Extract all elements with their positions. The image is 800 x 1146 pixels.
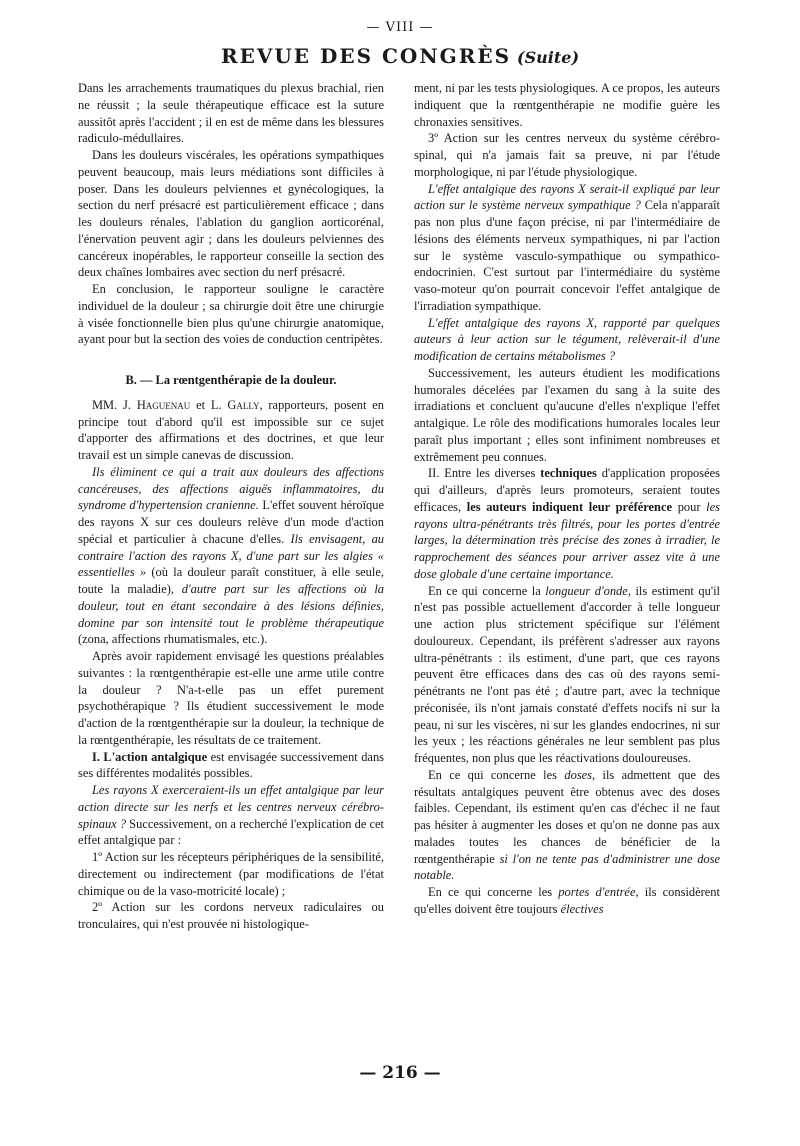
italic-run: longueur d'onde <box>545 583 628 598</box>
text-run: d'application proposées qui d'ailleurs, d'après leurs promoteurs, seraient toutes efficaces, <box>414 466 720 514</box>
author-name: Haguenau <box>136 397 191 412</box>
italic-run: électives <box>560 901 604 916</box>
paragraph <box>414 181 720 315</box>
text-run: En ce qui concerne les <box>428 885 559 899</box>
text-run: En ce qui concerne les <box>428 767 565 782</box>
paragraph: Dans les arrachements traumatiques du plexus brachial, rien ne réussit ; la seule thérapeutique efficace est la suture aussitôt après l'accident ; il en est de même dans les blessures radiculo-médullaires. <box>78 81 384 146</box>
italic-run: portes d'entrée <box>558 885 636 899</box>
text-run: , rapporteurs, posent en principe tout d'abord qu'il est impossible sur ce sujet d'apporter des affirmations et des doctrines, et que leur travail est un simple canevas de discussion. <box>78 397 384 462</box>
title-suite: (Suite) <box>517 48 580 67</box>
text-run: (zona, affections rhumatismales, etc.). <box>78 632 268 647</box>
text-run: , ils estiment qu'il n'est pas possible actuellement d'accorder à telle longueur une action plus strictement spécifique sur l'élément douloureux. Cependant, ils préfèrent s'adresser aux rayons ultra-pénétrants : ils estiment, d'une part, que ces rayons peuvent être efficaces dans des cas où des rayons semi-pénétrants ne l'ont pas été ; d'autre part, avec la technique préconisée, ils n'ont jamais constaté d'effets nocifs ni sur la peau, ni sur les viscères, ni sur les glandes endocrines, ni sur les yeux ; les réactions générales ne leur semblent pas plus fréquentes, non plus que les réactivations douloureuses. <box>414 583 721 765</box>
italic-run: L'effet antalgique des rayons X serait-il expliqué par leur action sur le système nerveux sympathique ? <box>414 181 720 213</box>
text-run: En ce qui concerne la <box>428 583 546 598</box>
text-run: , ils admettent que des résultats antalgiques peuvent être obtenus avec des doses faibles. Cependant, ils estiment qu'en cas d'échec il ne faut pas hésiter à augmenter les doses et qu'on ne donne pas aux malades toutes les chances de bénéficier de la rœntgenthérapie <box>414 767 720 866</box>
italic-run: L'effet antalgique des rayons X, rapporté par quelques auteurs à leur action sur le tégument, relèverait-il d'une modification de certains métabolismes ? <box>414 315 720 363</box>
bold-run: techniques <box>540 466 597 481</box>
author-name: Gally <box>227 397 260 412</box>
italic-run: d'autre part sur les affections où la douleur, tout en étant secondaire à des lésions définies, domine par son intensité tout le problème thérapeutique <box>78 582 384 630</box>
bold-run: I. L'action antalgique <box>92 749 208 764</box>
bold-run: les auteurs indiquent leur préférence <box>466 499 673 514</box>
paragraph: En conclusion, le rapporteur souligne le caractère individuel de la douleur ; sa chirurgie doit être une chirurgie à visée fonctionnelle bien plus qu'une chirurgie anatomique, ayant pour but la section des voies de conduction centripètes. <box>78 282 384 347</box>
text-run: pour <box>672 499 707 514</box>
right-column <box>414 80 720 918</box>
italic-run: les rayons ultra-pénétrants très filtrés, pour les portes d'entrée larges, la détermination très précise des zones à irradier, le rapprochement des séances pour arriver assez vite à une dose globale d'une certaine importance. <box>414 499 720 581</box>
text-run: II. Entre les diverses <box>428 466 541 481</box>
paragraph <box>78 464 384 648</box>
page-number: — 216 — <box>359 1063 441 1083</box>
paragraph <box>414 767 720 884</box>
text-run: et L. <box>190 397 228 412</box>
paragraph: 2º Action sur les cordons nerveux radiculaires ou tronculaires, qui n'est prouvée ni histologique- <box>78 900 384 931</box>
italic-run: Ils éliminent ce qui a trait aux douleurs des affections cancéreuses, des affections aiguës inflammatoires, du syndrome d'hypertension cranienne. <box>78 464 384 513</box>
section-heading: B. — La rœntgenthérapie de la douleur. <box>125 373 337 387</box>
text-run: , ils considèrent qu'elles doivent être toujours <box>414 885 720 916</box>
paragraph <box>414 884 720 918</box>
text-run: Successivement, on a recherché l'explication de cet effet antalgique par : <box>78 816 384 848</box>
text-run: L'effet souvent héroïque des rayons X sur ces douleurs relève d'un mode d'action spécial et particulier à chacune d'elles. <box>78 498 384 546</box>
paragraph <box>78 782 384 849</box>
text-run: Cela n'apparaît pas non plus d'une façon précise, ni par l'intermédiaire de lésions des éléments nerveux sympathiques, ni par l'action sur le système vasculo-sympathique ou sympathico-endocrinien. C'est surtout par l'intermédiaire du système vaso-moteur qu'on pourrait concevoir l'effet antalgique de l'irradiation sympathique. <box>414 198 720 313</box>
paragraph <box>414 315 720 365</box>
paragraph <box>414 583 720 767</box>
title-text: REVUE DES CONGRÈS <box>220 44 512 68</box>
paragraph: ment, ni par les tests physiologiques. A ce propos, les auteurs indiquent que la rœntgenthérapie ne modifie guère les chronaxies sensitives. <box>414 81 720 129</box>
paragraph <box>78 397 384 464</box>
paragraph: 1º Action sur les récepteurs périphériques de la sensibilité, directement ou indirectement (par modifications de l'état chimique ou de la vaso-motricité locale) ; <box>78 850 384 898</box>
paragraph: Après avoir rapidement envisagé les questions préalables suivantes : la rœntgenthérapie est-elle une arme utile contre la douleur ? N'a-t-elle pas un effet purement psychothérapique ? Ils étudient successivement le mode d'action de la rœntgenthérapie sur la douleur, la technique de la rœntgenthérapie, les résultats de ce traitement. <box>78 649 384 747</box>
paragraph: 3º Action sur les centres nerveux du système cérébro-spinal, qui n'a jamais fait sa preuve, ni par l'étude morphologique, ni par l'étude physiologique. <box>414 131 720 179</box>
italic-run: si l'on ne tente pas d'administrer une dose notable. <box>414 851 720 883</box>
paragraph <box>78 749 384 783</box>
paragraph <box>414 465 720 582</box>
text-run: MM. J. <box>92 397 137 412</box>
italic-run: doses <box>564 767 593 782</box>
italic-run: Ils envisagent, au contraire l'action des rayons X, d'une part sur les algies « essentielles » <box>78 531 385 580</box>
italic-run: Les rayons X exerceraient-ils un effet antalgique par leur action directe sur les nerfs et les centres nerveux cérébro-spinaux ? <box>78 783 384 831</box>
left-column <box>78 80 384 933</box>
paragraph: Dans les douleurs viscérales, les opérations sympathiques peuvent beaucoup, mais leurs médiations sont difficiles à poser. Dans les douleurs pelviennes et gynécologiques, la section du nerf présacré est particulièrement efficace ; dans les douleurs rénales, l'ablation du ganglion aorticorénal, l'énervation peuvent agir ; dans les douleurs pelviennes des cancéreux inopérables, le rapporteur conseille la section des deux chaînes lombaires avec section du nerf présacré. <box>78 148 384 280</box>
roman-page-marker: — VIII — <box>366 20 434 35</box>
page-title <box>0 44 800 68</box>
text-run: (où la douleur paraît constituer, à elle seule, toute la maladie), <box>78 565 384 596</box>
text-run: est envisagée successivement dans ses différentes modalités possibles. <box>78 749 385 781</box>
paragraph: Successivement, les auteurs étudient les modifications humorales décelées par l'examen du sang à la suite des irradiations et concluent qu'aucune d'elles n'explique l'effet antalgique. Le rôle des modifications humorales locales leur paraît plus important ; elles sont infiniment nombreuses et extrêmement peu connues. <box>414 365 720 464</box>
